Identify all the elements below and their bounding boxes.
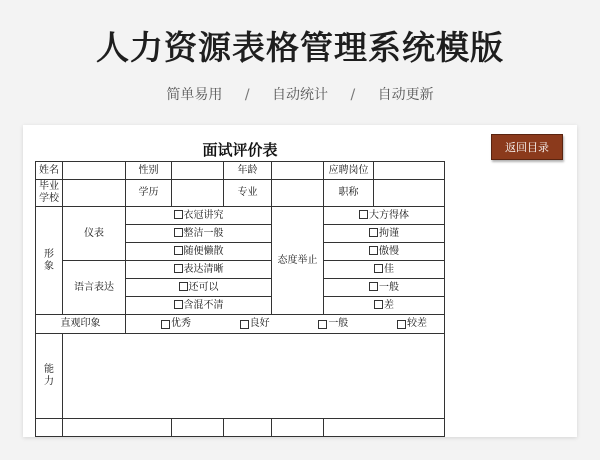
checkbox-icon bbox=[174, 228, 183, 237]
cell-school[interactable] bbox=[63, 180, 126, 207]
cell-age[interactable] bbox=[272, 162, 324, 180]
checkbox-icon bbox=[369, 246, 378, 255]
interview-form-table bbox=[35, 161, 445, 437]
label-major: 专业 bbox=[224, 180, 272, 207]
checkbox-icon bbox=[369, 228, 378, 237]
cell-title[interactable] bbox=[374, 180, 445, 207]
label-appearance: 形象 bbox=[36, 207, 63, 315]
separator: / bbox=[350, 87, 356, 103]
checkbox-icon bbox=[240, 320, 249, 329]
option-impression-2[interactable]: 良好 bbox=[240, 318, 270, 330]
option-speech-1[interactable]: 表达清晰 bbox=[126, 261, 272, 279]
label-attitude: 态度举止 bbox=[272, 207, 324, 315]
impression-options bbox=[126, 315, 445, 334]
label-position: 应聘岗位 bbox=[324, 162, 374, 180]
feature-auto-stats: 自动统计 bbox=[272, 87, 328, 103]
checkbox-icon bbox=[359, 210, 368, 219]
label-education: 学历 bbox=[126, 180, 172, 207]
option-demeanor-2[interactable]: 整洁一般 bbox=[126, 225, 272, 243]
label-impression: 直观印象 bbox=[36, 315, 126, 334]
separator: / bbox=[244, 87, 250, 103]
cell-next-row bbox=[324, 419, 445, 437]
cell-major[interactable] bbox=[272, 180, 324, 207]
option-demeanor-3[interactable]: 随便懒散 bbox=[126, 243, 272, 261]
option-demeanor-1[interactable]: 衣冠讲究 bbox=[126, 207, 272, 225]
checkbox-icon bbox=[174, 210, 183, 219]
checkbox-icon bbox=[374, 264, 383, 273]
checkbox-icon bbox=[179, 282, 188, 291]
checkbox-icon bbox=[174, 300, 183, 309]
option-attitude-2[interactable]: 拘谨 bbox=[324, 225, 445, 243]
checkbox-icon bbox=[369, 282, 378, 291]
cell-education[interactable] bbox=[172, 180, 224, 207]
label-school: 毕业学校 bbox=[36, 180, 63, 207]
checkbox-icon bbox=[174, 264, 183, 273]
checkbox-icon bbox=[161, 320, 170, 329]
option-attitude-1[interactable]: 大方得体 bbox=[324, 207, 445, 225]
option-speech-3[interactable]: 含混不清 bbox=[126, 297, 272, 315]
cell-next-row bbox=[224, 419, 272, 437]
checkbox-icon bbox=[174, 246, 183, 255]
checkbox-icon bbox=[318, 320, 327, 329]
cell-ability[interactable] bbox=[63, 334, 445, 419]
label-title: 职称 bbox=[324, 180, 374, 207]
cell-next-row bbox=[36, 419, 63, 437]
label-age: 年龄 bbox=[224, 162, 272, 180]
cell-position[interactable] bbox=[374, 162, 445, 180]
label-demeanor: 仪表 bbox=[63, 207, 126, 261]
cell-next-row bbox=[172, 419, 224, 437]
option-speech-2[interactable]: 还可以 bbox=[126, 279, 272, 297]
option-attitude-4[interactable]: 佳 bbox=[324, 261, 445, 279]
option-impression-3[interactable]: 一般 bbox=[318, 318, 348, 330]
label-speech: 语言表达 bbox=[63, 261, 126, 315]
cell-next-row bbox=[272, 419, 324, 437]
cell-next-row bbox=[63, 419, 172, 437]
label-ability: 能力 bbox=[36, 334, 63, 419]
option-attitude-5[interactable]: 一般 bbox=[324, 279, 445, 297]
feature-auto-update: 自动更新 bbox=[377, 87, 434, 103]
label-gender: 性别 bbox=[126, 162, 172, 180]
page-title: 人力资源表格管理系统模版 bbox=[96, 28, 504, 67]
checkbox-icon bbox=[397, 320, 406, 329]
feature-easy: 简单易用 bbox=[166, 87, 223, 103]
checkbox-icon bbox=[374, 300, 383, 309]
option-attitude-6[interactable]: 差 bbox=[324, 297, 445, 315]
option-impression-1[interactable]: 优秀 bbox=[161, 318, 191, 330]
form-title: 面试评价表 bbox=[202, 141, 278, 159]
return-to-index-button[interactable]: 返回目录 bbox=[491, 134, 563, 160]
cell-name[interactable] bbox=[63, 162, 126, 180]
label-name: 姓名 bbox=[36, 162, 63, 180]
option-attitude-3[interactable]: 傲慢 bbox=[324, 243, 445, 261]
cell-gender[interactable] bbox=[172, 162, 224, 180]
feature-tagline bbox=[0, 84, 600, 104]
option-impression-4[interactable]: 较差 bbox=[397, 318, 427, 330]
